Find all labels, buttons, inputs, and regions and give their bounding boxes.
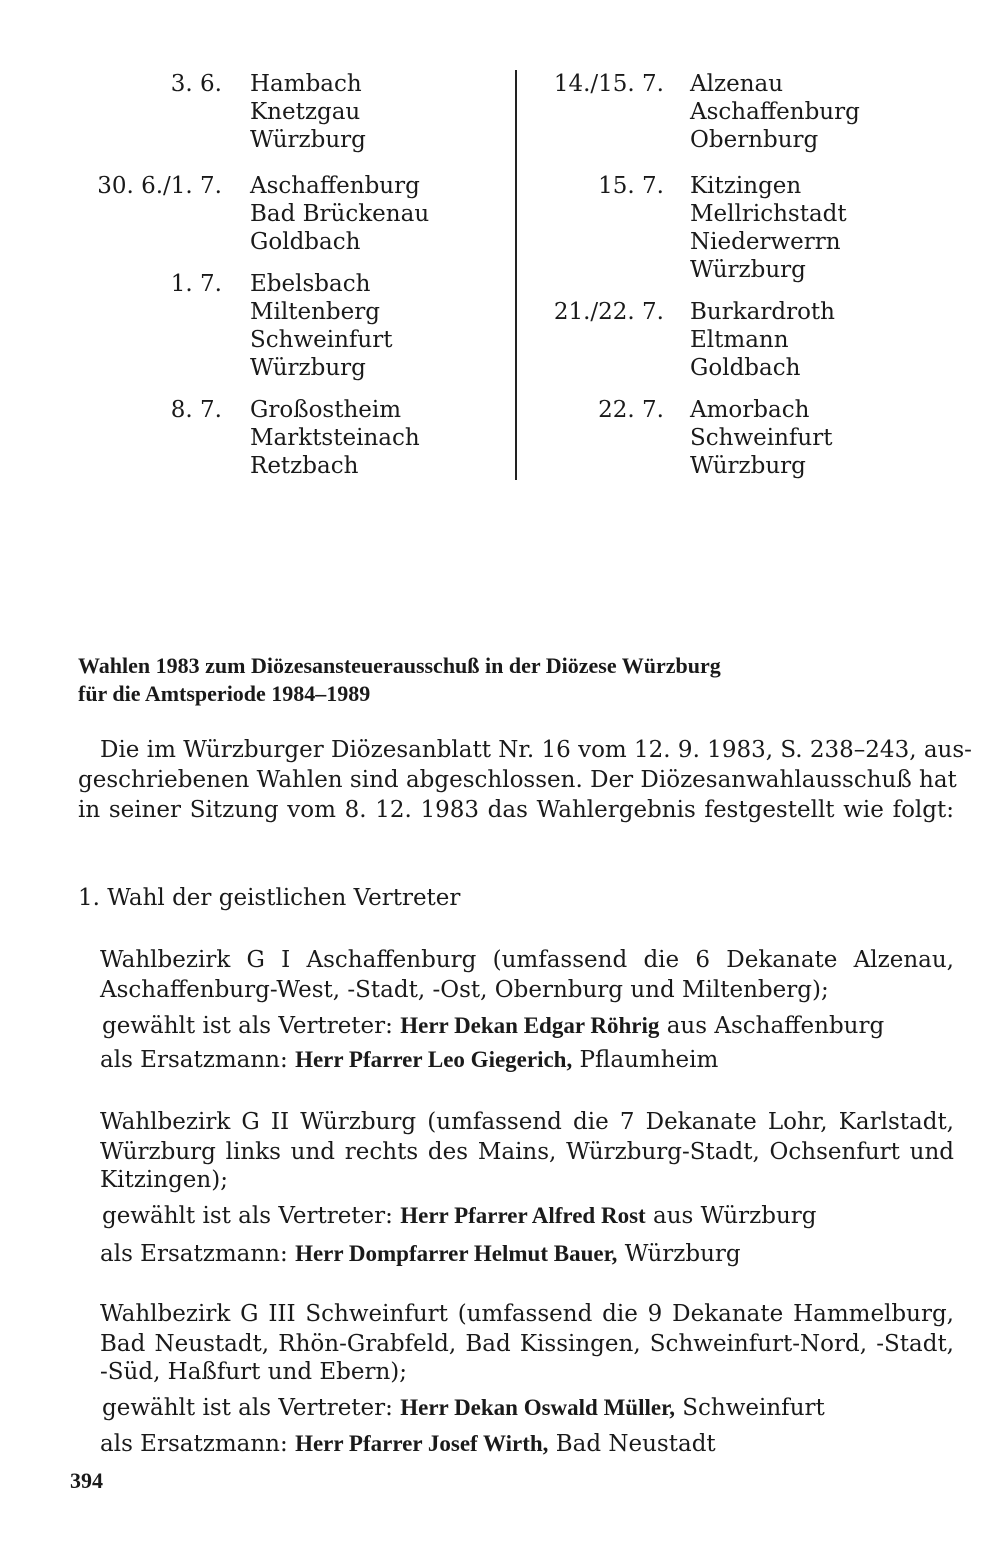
representative-name: Herr Dekan Oswald Müller, (400, 1395, 675, 1420)
place: Würzburg (250, 355, 366, 381)
representative-line (102, 1012, 884, 1040)
representative-name: Herr Pfarrer Alfred Rost (400, 1203, 646, 1228)
intro-line: in seiner Sitzung vom 8. 12. 1983 das Wahlergebnis festgestellt wie folgt: (78, 797, 954, 823)
representative-prefix: gewählt ist als Vertreter: (102, 1013, 401, 1039)
place-list (250, 172, 429, 256)
substitute-line (100, 1240, 741, 1268)
place: Goldbach (690, 355, 801, 381)
place: Marktsteinach (250, 425, 420, 451)
representative-line (102, 1394, 825, 1422)
place: Obernburg (690, 127, 819, 153)
substitute-prefix: als Ersatzmann: (100, 1241, 296, 1267)
heading-line: für die Amtsperiode 1984–1989 (78, 681, 371, 706)
date-label: 8. 7. (170, 397, 222, 423)
place: Kitzingen (690, 173, 802, 199)
district-description-line: Kitzingen); (100, 1167, 228, 1193)
place: Ebelsbach (250, 271, 371, 297)
representative-name: Herr Dekan Edgar Röhrig (400, 1013, 660, 1038)
substitute-name: Herr Pfarrer Josef Wirth, (295, 1431, 549, 1456)
place: Amorbach (690, 397, 810, 423)
place: Großostheim (250, 397, 402, 423)
subsection-title: 1. Wahl der geistlichen Vertreter (78, 885, 461, 911)
substitute-suffix: Würzburg (617, 1241, 741, 1267)
district-description-line: Wahlbezirk G I Aschaffenburg (umfassend die 6 Dekanate Alzenau, (100, 947, 954, 973)
place: Hambach (250, 71, 362, 97)
representative-suffix: Schweinfurt (674, 1395, 825, 1421)
substitute-name: Herr Dompfarrer Helmut Bauer, (295, 1241, 618, 1266)
date-label: 14./15. 7. (553, 71, 664, 97)
place: Aschaffenburg (690, 99, 860, 125)
heading-line: Wahlen 1983 zum Diözesansteuerausschuß in der Diözese Würzburg (78, 653, 721, 678)
place: Bad Brückenau (250, 201, 430, 227)
representative-suffix: aus Aschaffenburg (659, 1013, 885, 1039)
substitute-suffix: Bad Neustadt (548, 1431, 716, 1457)
place: Miltenberg (250, 299, 380, 325)
place-list (690, 396, 832, 480)
place: Burkardroth (690, 299, 835, 325)
place: Eltmann (690, 327, 789, 353)
representative-suffix: aus Würzburg (645, 1203, 817, 1229)
section-heading (78, 652, 938, 708)
representative-prefix: gewählt ist als Vertreter: (102, 1395, 401, 1421)
place: Mellrichstadt (690, 201, 847, 227)
district-description-line: Bad Neustadt, Rhön-Grabfeld, Bad Kissingen, Schweinfurt-Nord, -Stadt, (100, 1331, 954, 1357)
place: Goldbach (250, 229, 361, 255)
representative-line (102, 1202, 817, 1230)
district-description-line: Wahlbezirk G III Schweinfurt (umfassend die 9 Dekanate Hammelburg, (100, 1301, 954, 1327)
place: Knetzgau (250, 99, 361, 125)
place-list (690, 172, 847, 284)
place: Schweinfurt (250, 327, 393, 353)
intro-line: Die im Würzburger Diözesanblatt Nr. 16 vom 12. 9. 1983, S. 238–243, aus- (100, 737, 972, 763)
date-label: 21./22. 7. (553, 299, 664, 325)
substitute-prefix: als Ersatzmann: (100, 1047, 296, 1073)
page-number: 394 (70, 1468, 103, 1493)
place-list (250, 70, 366, 154)
place: Würzburg (690, 453, 806, 479)
place-list (690, 298, 835, 382)
substitute-line (100, 1430, 716, 1458)
place: Schweinfurt (690, 425, 833, 451)
district-description-line: -Süd, Haßfurt und Ebern); (100, 1359, 408, 1385)
place-list (250, 396, 420, 480)
substitute-prefix: als Ersatzmann: (100, 1431, 296, 1457)
date-label: 1. 7. (170, 271, 222, 297)
district-description-line: Wahlbezirk G II Würzburg (umfassend die 7 Dekanate Lohr, Karlstadt, (100, 1109, 954, 1135)
intro-line: geschriebenen Wahlen sind abgeschlossen. Der Diözesanwahlausschuß hat (78, 767, 957, 793)
place: Niederwerrn (690, 229, 841, 255)
place-list (250, 270, 392, 382)
date-label: 30. 6./1. 7. (97, 173, 222, 199)
date-label: 22. 7. (598, 397, 664, 423)
date-label: 3. 6. (170, 71, 222, 97)
substitute-name: Herr Pfarrer Leo Giegerich, (295, 1047, 573, 1072)
place: Würzburg (250, 127, 366, 153)
date-label: 15. 7. (598, 173, 664, 199)
district-description-line: Aschaffenburg-West, -Stadt, -Ost, Obernburg und Miltenberg); (100, 977, 829, 1003)
substitute-suffix: Pflaumheim (572, 1047, 719, 1073)
place: Retzbach (250, 453, 359, 479)
district-description-line: Würzburg links und rechts des Mains, Würzburg-Stadt, Ochsenfurt und (100, 1139, 954, 1165)
place: Aschaffenburg (250, 173, 420, 199)
representative-prefix: gewählt ist als Vertreter: (102, 1203, 401, 1229)
place: Würzburg (690, 257, 806, 283)
substitute-line (100, 1046, 718, 1074)
place: Alzenau (690, 71, 784, 97)
place-list (690, 70, 860, 154)
